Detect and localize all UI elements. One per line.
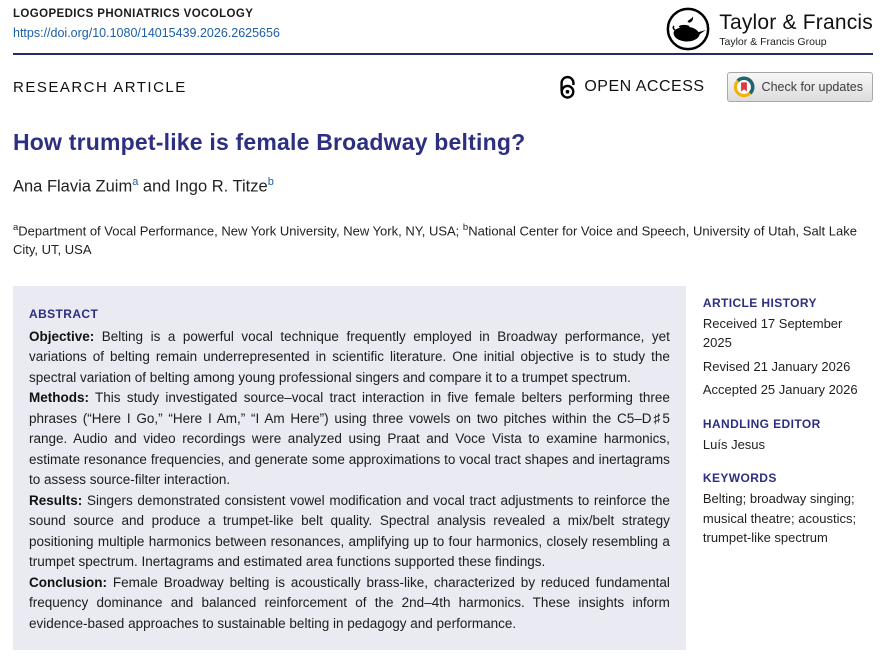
keywords-block xyxy=(703,471,873,548)
abstract-objective xyxy=(29,327,670,389)
abstract-methods-label: Methods: xyxy=(29,390,89,406)
page-header xyxy=(13,8,873,48)
open-access-label: OPEN ACCESS xyxy=(584,78,705,95)
abstract-objective-text: Belting is a powerful vocal technique frequently employed in Broadway performance, yet variations of belting remain underrepresented in scientific literature. One initial objective is to study the spectral variation of belting among young professional singers and compare it to a trumpet spectrum. xyxy=(29,328,670,385)
affil-a-text: Department of Vocal Performance, New York University, New York, NY, USA; xyxy=(18,222,463,238)
keywords-heading: KEYWORDS xyxy=(702,471,777,486)
article-history-accepted: Accepted 25 January 2026 xyxy=(702,382,858,398)
publisher-name: Taylor & Francis xyxy=(719,10,873,34)
article-title: How trumpet-like is female Broadway belting? xyxy=(13,129,526,155)
abstract-conclusion-label: Conclusion: xyxy=(29,574,107,590)
author-2-affil-sup: b xyxy=(267,176,274,188)
taylor-francis-lamp-icon xyxy=(665,6,711,52)
article-history-heading: ARTICLE HISTORY xyxy=(702,295,817,310)
affil-b-sup: b xyxy=(462,221,469,233)
header-rule xyxy=(13,53,873,55)
handling-editor-heading: HANDLING EDITOR xyxy=(702,416,821,431)
publisher-logo xyxy=(665,6,873,52)
abstract-conclusion xyxy=(29,573,670,635)
handling-editor-block xyxy=(703,417,873,455)
check-for-updates-label: Check for updates xyxy=(761,80,863,94)
abstract-heading: ABSTRACT xyxy=(29,306,99,321)
affil-a-sup: a xyxy=(13,221,19,233)
abstract-methods xyxy=(29,388,670,491)
abstract-results-label: Results: xyxy=(29,492,83,508)
open-access-badge xyxy=(558,74,704,100)
keywords-text: Belting; broadway singing; musical theatre; acoustics; trumpet-like spectrum xyxy=(702,491,857,546)
article-type-label: RESEARCH ARTICLE xyxy=(13,78,187,96)
abstract-objective-label: Objective: xyxy=(29,328,95,344)
affil-b-text: National Center for Voice and Speech, University of Utah, Salt Lake City, UT, USA xyxy=(13,222,857,257)
abstract-methods-text: This study investigated source–vocal tract interaction in five female belters performing three phrases (“Here I Go,” “Here I Am,” “I Am Here”) using three vowels on two pitches within the C5–D♯5 range. Audio and video recordings were analyzed using Praat and Voce Vista to examine harmonics, estimate resonance frequencies, and generate some approximations to vocal tract shapes and inertagrams to assess source-filter interaction. xyxy=(29,390,670,488)
author-joiner: and xyxy=(138,177,176,196)
author-2-name: Ingo R. Titze xyxy=(175,177,268,196)
article-history-received: Received 17 September 2025 xyxy=(702,315,843,351)
abstract-box xyxy=(13,286,686,651)
open-access-lock-icon xyxy=(558,74,577,100)
affiliations xyxy=(13,218,873,259)
abstract-results-text: Singers demonstrated consistent vowel modification and vocal tract adjustments to reinforce the sound source and produce a trumpet-like belt quality. Spectral analysis revealed a mix/belt strategy positioning multiple harmonics between resonances, amplifying up to four harmonics, closely resembling a trumpet spectrum. Inertagrams and estimated area functions supported these findings. xyxy=(29,492,670,570)
article-history-revised: Revised 21 January 2026 xyxy=(702,358,851,374)
article-meta-sidebar xyxy=(703,286,873,565)
article-bar-right xyxy=(558,72,873,102)
crossmark-icon xyxy=(733,76,755,98)
author-1-affil-sup: a xyxy=(132,176,139,188)
author-line xyxy=(13,176,873,197)
article-type-bar xyxy=(13,72,873,102)
publisher-logo-text xyxy=(719,11,873,48)
article-history-block xyxy=(703,296,873,400)
abstract-conclusion-text: Female Broadway belting is acoustically brass-like, characterized by reduced fundamental frequency dominance and balanced reinforcement of the 2nd–4th harmonics. These insights inform evidence-based approaches to sustainable belting in pedagogy and performance. xyxy=(29,574,670,631)
check-for-updates-button[interactable] xyxy=(727,72,873,102)
journal-name: LOGOPEDICS PHONIATRICS VOCOLOGY xyxy=(13,8,254,20)
handling-editor-name: Luís Jesus xyxy=(702,436,766,452)
publisher-group: Taylor & Francis Group xyxy=(719,35,827,48)
main-content xyxy=(13,286,873,651)
abstract-results xyxy=(29,491,670,573)
doi-link[interactable]: https://doi.org/10.1080/14015439.2026.2625656 xyxy=(13,26,280,40)
author-1-name: Ana Flavia Zuim xyxy=(13,177,133,196)
